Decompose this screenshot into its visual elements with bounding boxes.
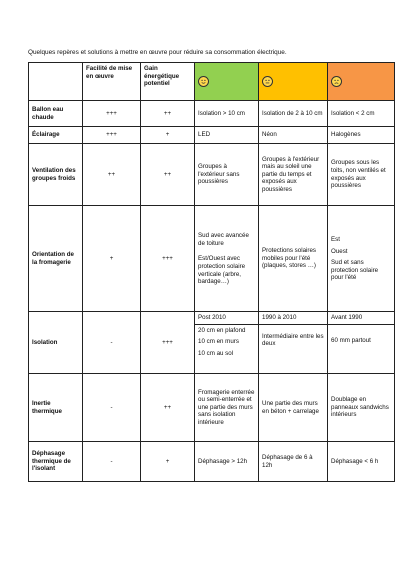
header-good (195, 63, 259, 101)
bad-cell: Halogènes (328, 127, 395, 144)
good-cell: Déphasage > 12h (195, 442, 259, 482)
gain-cell: ++ (141, 144, 195, 206)
gain-cell: + (141, 442, 195, 482)
gain-cell: +++ (141, 206, 195, 312)
table-row (29, 374, 395, 442)
mid-cell: Groupes à l'extérieur mais au soleil une partie du temps et exposés aux poussières (259, 144, 328, 206)
row-label: Éclairage (29, 127, 83, 144)
smiling-face-icon (198, 76, 209, 87)
gain-cell: +++ (141, 312, 195, 374)
good-cell: LED (195, 127, 259, 144)
bad-cell: Groupes sous les toits, non ventilés et exposés aux poussières (328, 144, 395, 206)
table-row (29, 144, 395, 206)
gain-cell: ++ (141, 374, 195, 442)
bad-cell (328, 312, 395, 374)
bad-cell: Déphasage < 6 h (328, 442, 395, 482)
header-bad (328, 63, 395, 101)
facilite-cell: - (83, 442, 141, 482)
table-row (29, 127, 395, 144)
neutral-face-icon (262, 76, 273, 87)
row-label: Orientation de la fromagerie (29, 206, 83, 312)
table-row (29, 206, 395, 312)
good-cell: Groupes à l'extérieur sans poussières (195, 144, 259, 206)
bad-option: Est (331, 236, 340, 244)
bad-period: Avant 1990 (331, 314, 363, 321)
mid-period: 1990 à 2010 (262, 314, 297, 321)
facilite-cell: +++ (83, 101, 141, 127)
good-cell: Fromagerie enterrée ou semi-enterrée et une partie des murs sans isolation intérieure (195, 374, 259, 442)
bad-option: 60 mm partout (331, 336, 371, 344)
table-row (29, 312, 395, 374)
good-cell: Isolation > 10 cm (195, 101, 259, 127)
cell-divider (195, 324, 258, 325)
table-row (29, 442, 395, 482)
mid-cell: Une partie des murs en béton + carrelage (259, 374, 328, 442)
facilite-cell: + (83, 206, 141, 312)
row-label: Inertie thermique (29, 374, 83, 442)
gain-cell: + (141, 127, 195, 144)
header-blank (29, 63, 83, 101)
mid-cell: Déphasage de 6 à 12h (259, 442, 328, 482)
facilite-cell: - (83, 374, 141, 442)
good-period: Post 2010 (198, 314, 226, 321)
header-gain: Gain énergétique potentiel (141, 63, 195, 101)
frowning-face-icon (331, 76, 342, 87)
bad-option: Sud et sans protection solaire pour l'été (331, 259, 379, 282)
good-cell (195, 312, 259, 374)
header-facilite: Facilité de mise en œuvre (83, 63, 141, 101)
row-label: Isolation (29, 312, 83, 374)
good-cell (195, 206, 259, 312)
facilite-cell: +++ (83, 127, 141, 144)
cell-divider (259, 324, 327, 325)
header-row (29, 63, 395, 101)
bad-cell: Isolation < 2 cm (328, 101, 395, 127)
row-label: Ballon eau chaude (29, 101, 83, 127)
mid-cell: Isolation de 2 à 10 cm (259, 101, 328, 127)
good-option: 20 cm en plafond (198, 326, 246, 334)
recommendations-table (28, 62, 395, 482)
mid-option: Intermédiaire entre les deux (262, 332, 324, 348)
bad-cell (328, 206, 395, 312)
row-label: Déphasage thermique de l'isolant (29, 442, 83, 482)
cell-divider (328, 324, 394, 325)
good-option: 10 cm en murs (198, 338, 239, 346)
mid-cell (259, 312, 328, 374)
row-label: Ventilation des groupes froids (29, 144, 83, 206)
mid-cell: Néon (259, 127, 328, 144)
bad-option: Ouest (331, 247, 348, 255)
good-option: 10 cm au sol (198, 349, 234, 357)
good-option: Est/Ouest avec protection solaire verticale (arbre, bardage…) (198, 255, 246, 286)
facilite-cell: - (83, 312, 141, 374)
header-mid (259, 63, 328, 101)
gain-cell: ++ (141, 101, 195, 127)
good-option: Sud avec avancée de toiture (198, 232, 249, 247)
intro-text: Quelques repères et solutions à mettre en œuvre pour réduire sa consommation électrique. (28, 49, 287, 56)
facilite-cell: ++ (83, 144, 141, 206)
mid-cell: Protections solaires mobiles pour l'été (plaques, stores …) (259, 206, 328, 312)
bad-cell: Doublage en panneaux sandwichs intérieurs (328, 374, 395, 442)
table-row (29, 101, 395, 127)
